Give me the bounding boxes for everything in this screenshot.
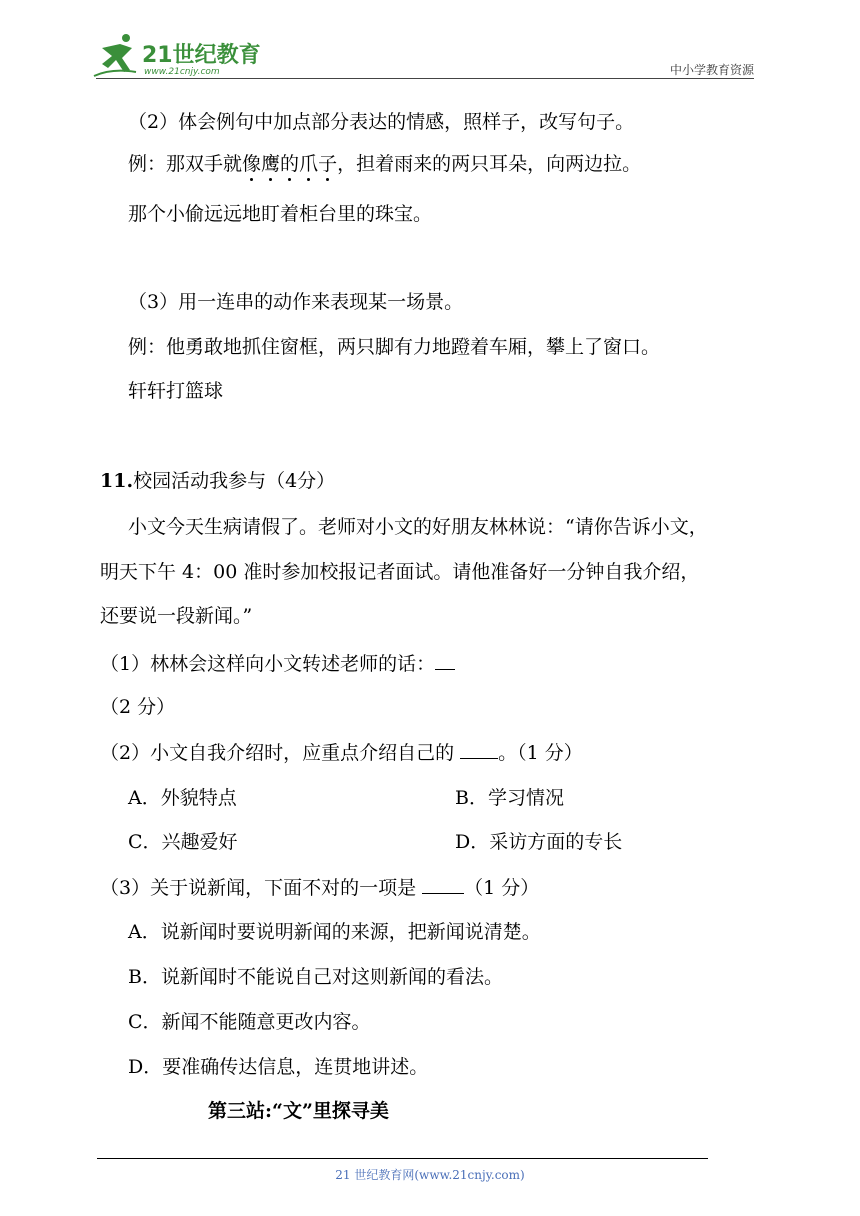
header-right-text: 中小学教育资源 xyxy=(669,63,754,77)
question-number: 11. xyxy=(100,470,134,492)
option-c[interactable]: C．兴趣爱好 xyxy=(128,831,238,853)
option-b[interactable]: B．说新闻时不能说自己对这则新闻的看法。 xyxy=(128,966,503,988)
q11-intro-line3: 还要说一段新闻。” xyxy=(100,605,253,627)
q11-intro-line2: 明天下午 4：00 准时参加校报记者面试。请他准备好一分钟自我介绍， xyxy=(100,561,700,583)
section-title: 第三站:“文”里探寻美 xyxy=(208,1100,389,1122)
q10-part3-example: 例：他勇敢地抓住窗框，两只脚有力地蹬着车厢，攀上了窗口。 xyxy=(128,336,661,358)
option-a[interactable]: A．外貌特点 xyxy=(128,787,237,809)
sub2-text-after: 。（1 分） xyxy=(498,742,583,764)
q10-part2-example xyxy=(128,152,641,176)
emphasis-char: 爪 xyxy=(299,153,319,175)
running-figure-icon xyxy=(94,34,136,76)
q10-part2-title: （2）体会例句中加点部分表达的情感，照样子，改写句子。 xyxy=(128,111,635,133)
q10-part3-task: 轩轩打篮球 xyxy=(128,380,224,402)
option-c[interactable]: C．新闻不能随意更改内容。 xyxy=(128,1011,371,1033)
q11-sub3 xyxy=(100,875,539,900)
option-b[interactable]: B．学习情况 xyxy=(455,787,564,809)
sub2-text-before: （2）小文自我介绍时，应重点介绍自己的 xyxy=(100,742,461,764)
q11-sub1 xyxy=(100,651,455,676)
option-d[interactable]: D．采访方面的专长 xyxy=(455,831,623,853)
logo-text: 21世纪教育 xyxy=(142,43,261,68)
logo xyxy=(92,32,264,80)
emphasis-char: 鹰 xyxy=(261,153,281,175)
footer-divider xyxy=(97,1158,708,1159)
question-title: 校园活动我参与（4分） xyxy=(133,470,336,492)
example-prefix: 例：那双手就 xyxy=(128,153,243,175)
emphasis-char: 的 xyxy=(280,153,300,175)
q11-sub1-points: （2 分） xyxy=(100,696,176,718)
q11-sub2 xyxy=(100,740,583,765)
footer-text: 21 世纪教育网(www.21cnjy.com) xyxy=(335,1168,525,1182)
header-divider xyxy=(96,78,754,79)
q11-intro-line1: 小文今天生病请假了。老师对小文的好朋友林林说：“请你告诉小文， xyxy=(128,516,708,538)
answer-blank[interactable] xyxy=(460,740,498,759)
answer-blank[interactable] xyxy=(422,875,464,894)
sub1-text: （1）林林会这样向小文转述老师的话： xyxy=(100,653,436,675)
sub3-text-before: （3）关于说新闻，下面不对的一项是 xyxy=(100,877,423,899)
q10-part3-title: （3）用一连串的动作来表现某一场景。 xyxy=(128,291,464,313)
option-a[interactable]: A．说新闻时要说明新闻的来源，把新闻说清楚。 xyxy=(128,921,541,943)
page-header xyxy=(0,0,860,80)
q11-heading xyxy=(100,469,335,493)
sub3-text-after: （1 分） xyxy=(464,877,540,899)
option-d[interactable]: D．要准确传达信息，连贯地讲述。 xyxy=(128,1056,429,1078)
answer-blank[interactable] xyxy=(435,651,455,670)
example-suffix: ，担着雨来的两只耳朵，向两边拉。 xyxy=(337,153,642,175)
logo-subtext: www.21cnjy.com xyxy=(144,67,220,77)
q10-part2-task: 那个小偷远远地盯着柜台里的珠宝。 xyxy=(128,203,433,225)
emphasis-char: 子 xyxy=(318,153,338,175)
emphasis-char: 像 xyxy=(242,153,262,175)
